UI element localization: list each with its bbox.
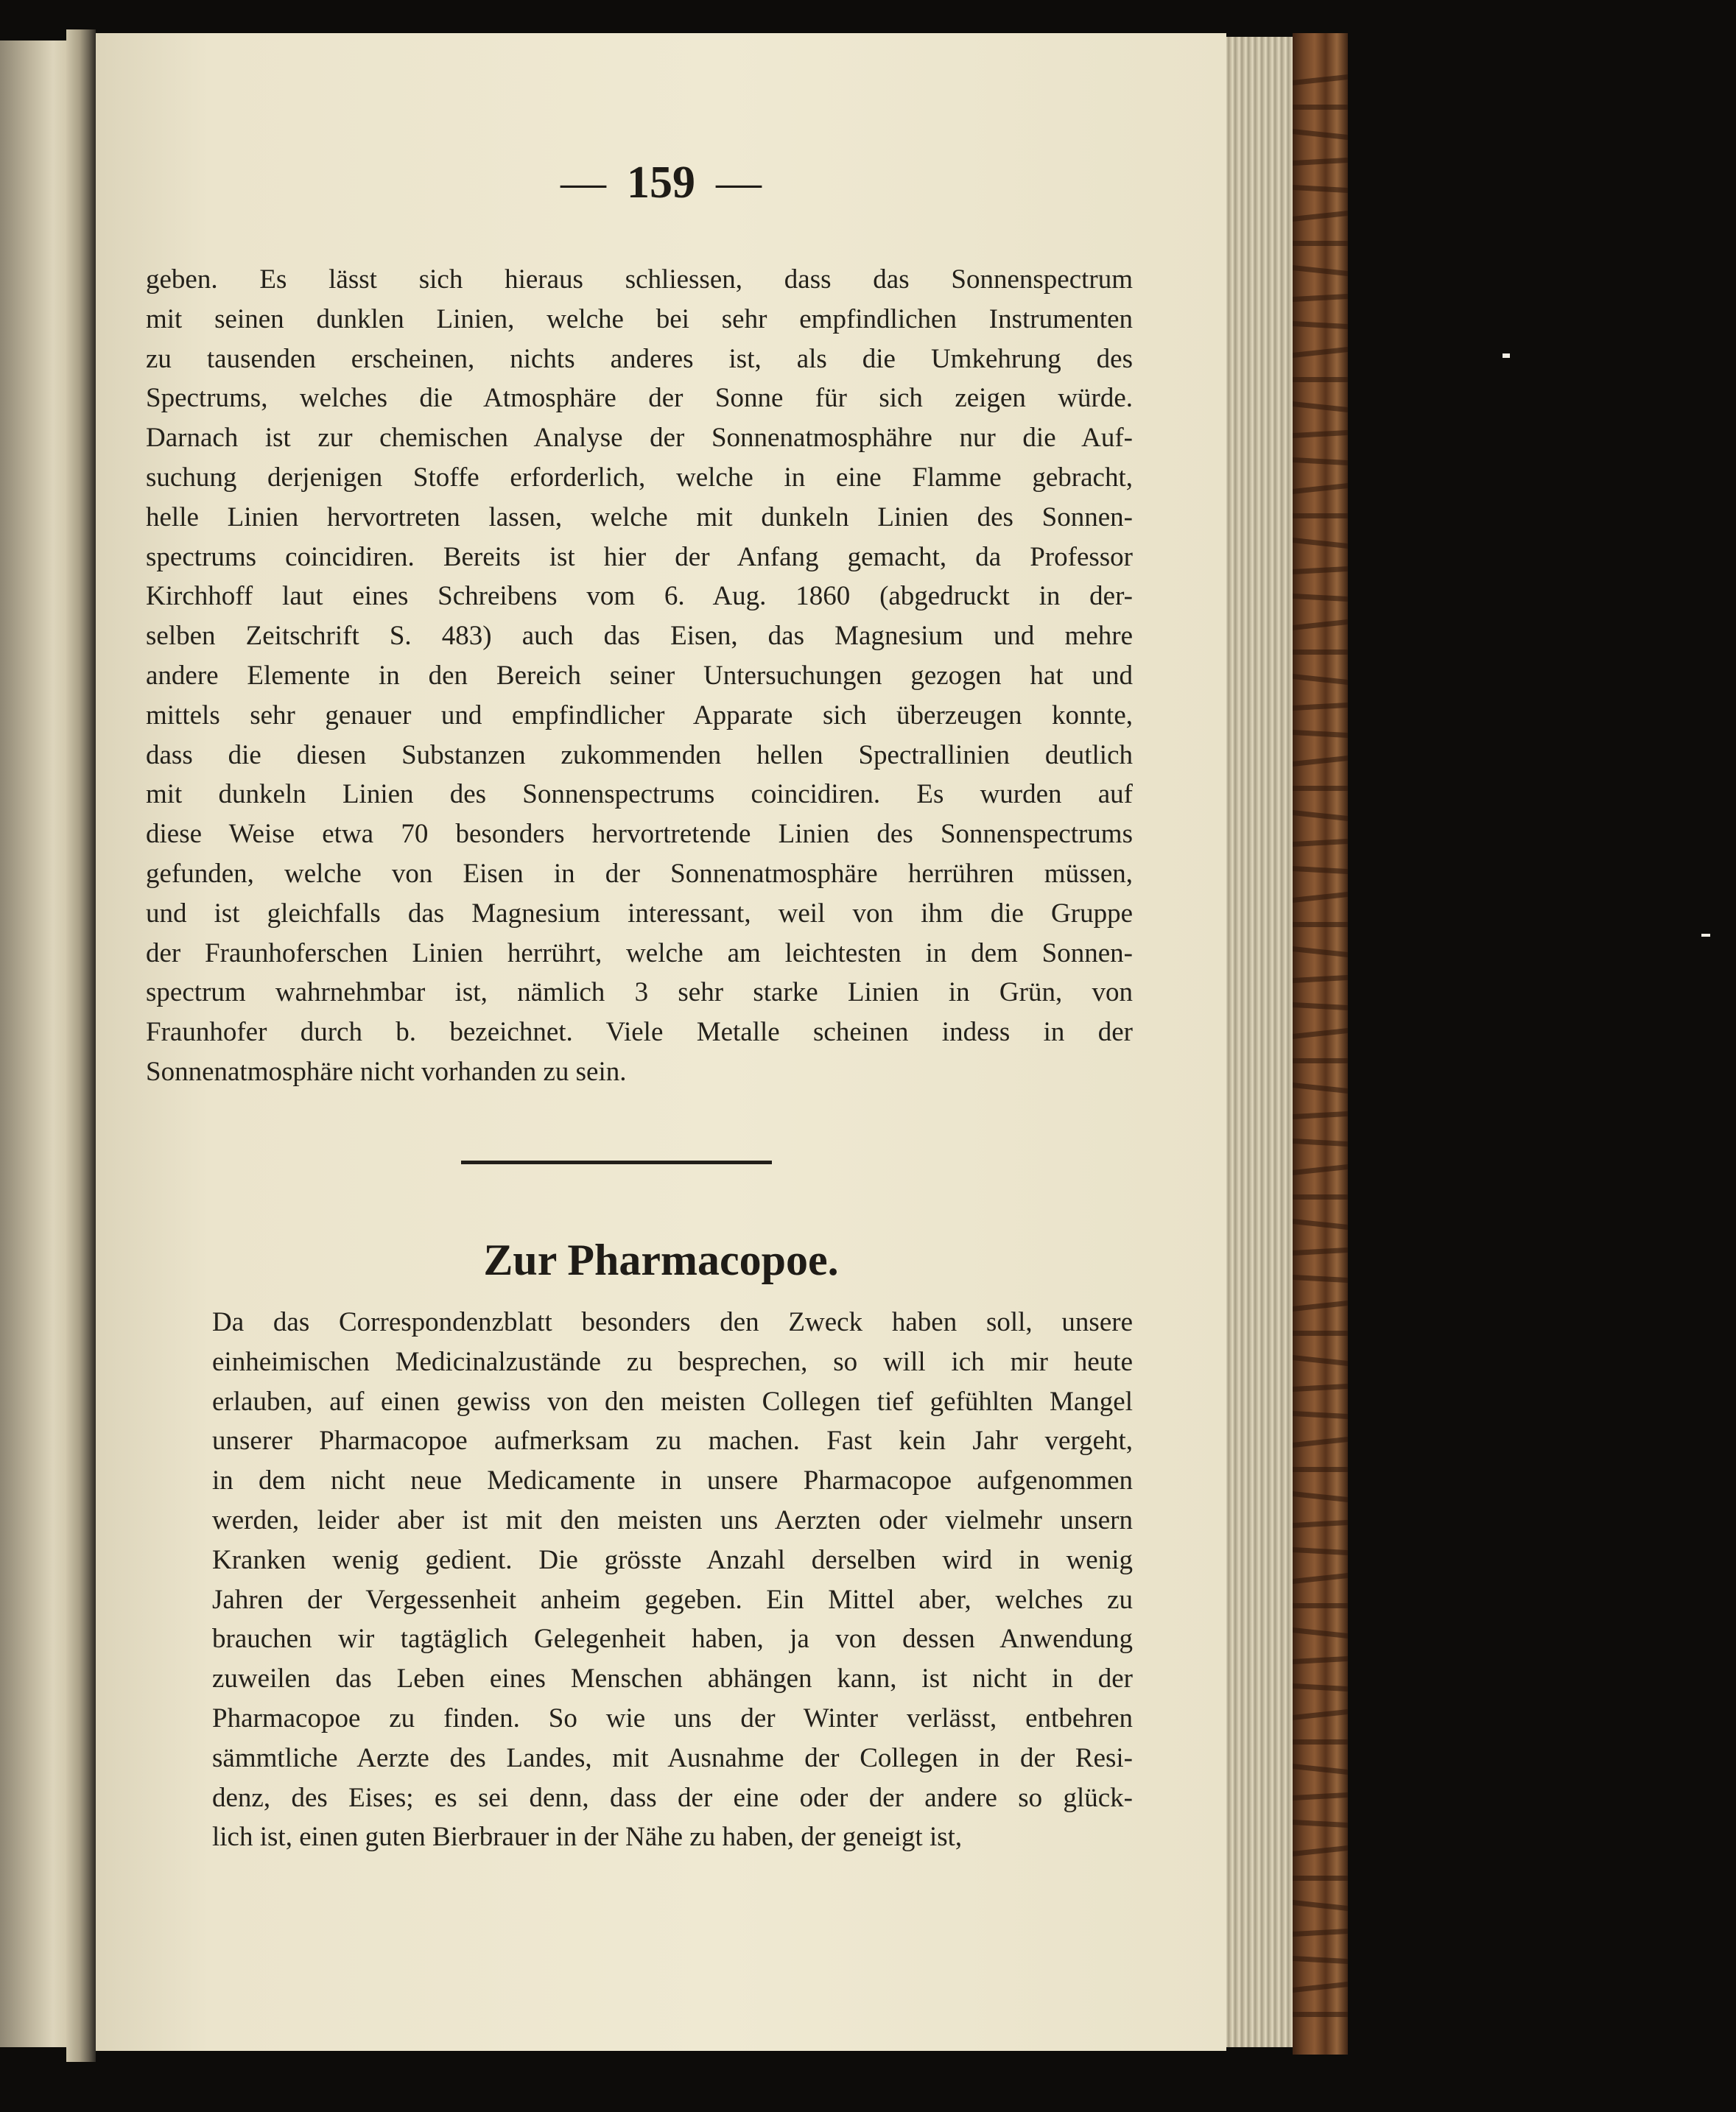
binding-grain — [1293, 1355, 1348, 1366]
binding-grain — [1293, 892, 1348, 903]
text-line: Kirchhoff laut eines Schreibens vom 6. Aug. 1860 (abgedruckt in der- — [146, 581, 1133, 612]
dust-speck — [1503, 353, 1510, 358]
text-line: Darnach ist zur chemischen Analyse der Sonnenatmosphähre nur die Auf- — [146, 423, 1133, 454]
text-line: Spectrums, welches die Atmosphäre der Sonne für sich zeigen würde. — [146, 383, 1133, 414]
text-line: zuweilen das Leben eines Menschen abhängen kann, ist nicht in der — [212, 1664, 1133, 1694]
page-number-header — [96, 157, 1226, 209]
binding-grain — [1293, 265, 1348, 276]
book-cover-binding — [1293, 33, 1348, 2055]
binding-grain — [1293, 1627, 1348, 1638]
binding-grain — [1293, 211, 1348, 222]
binding-grain — [1293, 1656, 1348, 1664]
binding-grain — [1293, 1028, 1348, 1039]
binding-grain — [1293, 1845, 1348, 1856]
binding-grain — [1293, 1058, 1348, 1063]
text-line: suchung derjenigen Stoffe erforderlich, welche in eine Flamme gebracht, — [146, 462, 1133, 493]
binding-grain — [1293, 1739, 1348, 1745]
binding-grain — [1293, 1929, 1348, 1937]
book-page — [96, 33, 1226, 2051]
binding-grain — [1293, 1300, 1348, 1312]
binding-grain — [1293, 513, 1348, 518]
binding-grain — [1293, 2012, 1348, 2017]
page-number-dash-right: — — [716, 158, 762, 208]
binding-grain — [1293, 810, 1348, 821]
binding-grain — [1293, 377, 1348, 382]
binding-grain — [1293, 1437, 1348, 1448]
text-line: unserer Pharmacopoe aufmerksam zu machen. Fast kein Jahr vergeht, — [212, 1426, 1133, 1457]
text-line: Sonnenatmosphäre nicht vorhanden zu sein. — [146, 1056, 627, 1087]
page-number-dash-left: — — [560, 158, 606, 208]
text-line: in dem nicht neue Medicamente in unsere Pharmacopoe aufgenommen — [212, 1465, 1133, 1496]
paragraph-spectrum — [146, 260, 1133, 1092]
text-line: sämmtliche Aerzte des Landes, mit Ausnahme der Collegen in der Resi- — [212, 1742, 1133, 1773]
text-line: der Fraunhoferschen Linien herrührt, welche am leichtesten in dem Sonnen- — [146, 937, 1133, 968]
binding-grain — [1293, 1792, 1348, 1801]
binding-grain — [1293, 1002, 1348, 1010]
binding-grain — [1293, 1764, 1348, 1775]
binding-grain — [1293, 703, 1348, 711]
page-number: 159 — [627, 158, 695, 208]
text-line: erlauben, auf einen gewiss von den meisten Collegen tief gefühlten Mangel — [212, 1386, 1133, 1417]
binding-grain — [1293, 430, 1348, 438]
facing-page-edge — [0, 41, 66, 2047]
text-line: brauchen wir tagtäglich Gelegenheit haben, ja von dessen Anwendung — [212, 1624, 1133, 1655]
text-line: werden, leider aber ist mit den meisten uns Aerzten oder vielmehr unsern — [212, 1504, 1133, 1535]
binding-grain — [1293, 483, 1348, 494]
binding-grain — [1293, 1411, 1348, 1419]
text-line: andere Elemente in den Bereich seiner Untersuchungen gezogen hat und — [146, 660, 1133, 691]
binding-grain — [1293, 756, 1348, 767]
text-line: diese Weise etwa 70 besonders hervortretende Linien des Sonnenspectrums — [146, 819, 1133, 850]
text-line: selben Zeitschrift S. 483) auch das Eisen, das Magnesium und mehre — [146, 621, 1133, 652]
binding-grain — [1293, 129, 1348, 140]
binding-grain — [1293, 538, 1348, 549]
binding-grain — [1293, 457, 1348, 465]
binding-grain — [1293, 1247, 1348, 1256]
text-line: mittels sehr genauer und empfindlicher Apparate sich überzeugen konnte, — [146, 700, 1133, 731]
binding-grain — [1293, 1138, 1348, 1147]
binding-grain — [1293, 866, 1348, 874]
binding-grain — [1293, 185, 1348, 193]
text-line: lich ist, einen guten Bierbrauer in der Nähe zu haben, der geneigt ist, — [212, 1822, 963, 1853]
binding-grain — [1293, 1982, 1348, 1993]
binding-grain — [1293, 975, 1348, 983]
binding-grain — [1293, 158, 1348, 166]
text-line: Da das Correspondenzblatt besonders den Zweck haben soll, unsere — [212, 1307, 1133, 1337]
binding-grain — [1293, 650, 1348, 655]
paragraph-pharmacopoe — [146, 1303, 1133, 1857]
binding-grain — [1293, 401, 1348, 412]
dust-speck — [1701, 934, 1710, 937]
binding-grain — [1293, 1083, 1348, 1094]
binding-grain — [1293, 1111, 1348, 1119]
text-line: denz, des Eises; es sei denn, dass der eine oder der andere so glück- — [212, 1782, 1133, 1813]
binding-grain — [1293, 1219, 1348, 1230]
text-line: helle Linien hervortreten lassen, welche mit dunkeln Linien des Sonnen- — [146, 501, 1133, 532]
binding-grain — [1293, 674, 1348, 685]
book-gutter — [66, 29, 96, 2062]
binding-grain — [1293, 594, 1348, 602]
binding-grain — [1293, 1820, 1348, 1828]
section-divider-rule — [461, 1161, 772, 1164]
text-line: Kranken wenig gedient. Die grösste Anzahl derselben wird in wenig — [212, 1544, 1133, 1575]
binding-grain — [1293, 294, 1348, 302]
binding-grain — [1293, 566, 1348, 574]
binding-grain — [1293, 1547, 1348, 1555]
binding-grain — [1293, 1900, 1348, 1911]
binding-grain — [1293, 321, 1348, 329]
binding-grain — [1293, 1956, 1348, 1964]
text-line: dass die diesen Substanzen zukommenden hellen Spectrallinien deutlich — [146, 739, 1133, 770]
binding-grain — [1293, 786, 1348, 791]
text-line: Pharmacopoe zu finden. So wie uns der Winter verlässt, entbehren — [212, 1703, 1133, 1733]
binding-grain — [1293, 241, 1348, 246]
text-line: einheimischen Medicinalzustände zu besprechen, so will ich mir heute — [212, 1346, 1133, 1377]
binding-grain — [1293, 1164, 1348, 1175]
text-line: mit seinen dunklen Linien, welche bei sehr empfindlichen Instrumenten — [146, 303, 1133, 334]
text-line: Jahren der Vergessenheit anheim gegeben. Ein Mittel aber, welches zu — [212, 1584, 1133, 1615]
binding-grain — [1293, 74, 1348, 85]
binding-grain — [1293, 1876, 1348, 1881]
binding-grain — [1293, 839, 1348, 847]
binding-grain — [1293, 1573, 1348, 1584]
text-line: spectrums coincidiren. Bereits ist hier der Anfang gemacht, da Professor — [146, 541, 1133, 572]
page-block-edges — [1226, 37, 1293, 2047]
binding-grain — [1293, 1331, 1348, 1336]
binding-grain — [1293, 1491, 1348, 1502]
binding-grain — [1293, 922, 1348, 927]
binding-grain — [1293, 1194, 1348, 1200]
text-line: zu tausenden erscheinen, nichts anderes ist, als die Umkehrung des — [146, 343, 1133, 374]
binding-grain — [1293, 1467, 1348, 1472]
binding-grain — [1293, 1384, 1348, 1392]
binding-grain — [1293, 619, 1348, 630]
text-line: gefunden, welche von Eisen in der Sonnenatmosphäre herrühren müssen, — [146, 858, 1133, 889]
binding-grain — [1293, 1709, 1348, 1720]
text-line: spectrum wahrnehmbar ist, nämlich 3 sehr starke Linien in Grün, von — [146, 977, 1133, 1008]
binding-grain — [1293, 105, 1348, 110]
text-line: und ist gleichfalls das Magnesium interessant, weil von ihm die Gruppe — [146, 898, 1133, 929]
binding-grain — [1293, 1683, 1348, 1692]
text-line: Fraunhofer durch b. bezeichnet. Viele Metalle scheinen indess in der — [146, 1017, 1133, 1048]
text-line: mit dunkeln Linien des Sonnenspectrums coincidiren. Es wurden auf — [146, 779, 1133, 810]
binding-grain — [1293, 347, 1348, 358]
binding-grain — [1293, 1603, 1348, 1608]
show-through-text — [206, 1063, 1120, 1254]
binding-grain — [1293, 946, 1348, 957]
section-heading: Zur Pharmacopoe. — [483, 1236, 839, 1284]
text-line: geben. Es lässt sich hieraus schliessen, dass das Sonnenspectrum — [146, 264, 1133, 295]
binding-grain — [1293, 1520, 1348, 1528]
binding-grain — [1293, 730, 1348, 738]
binding-grain — [1293, 1275, 1348, 1283]
